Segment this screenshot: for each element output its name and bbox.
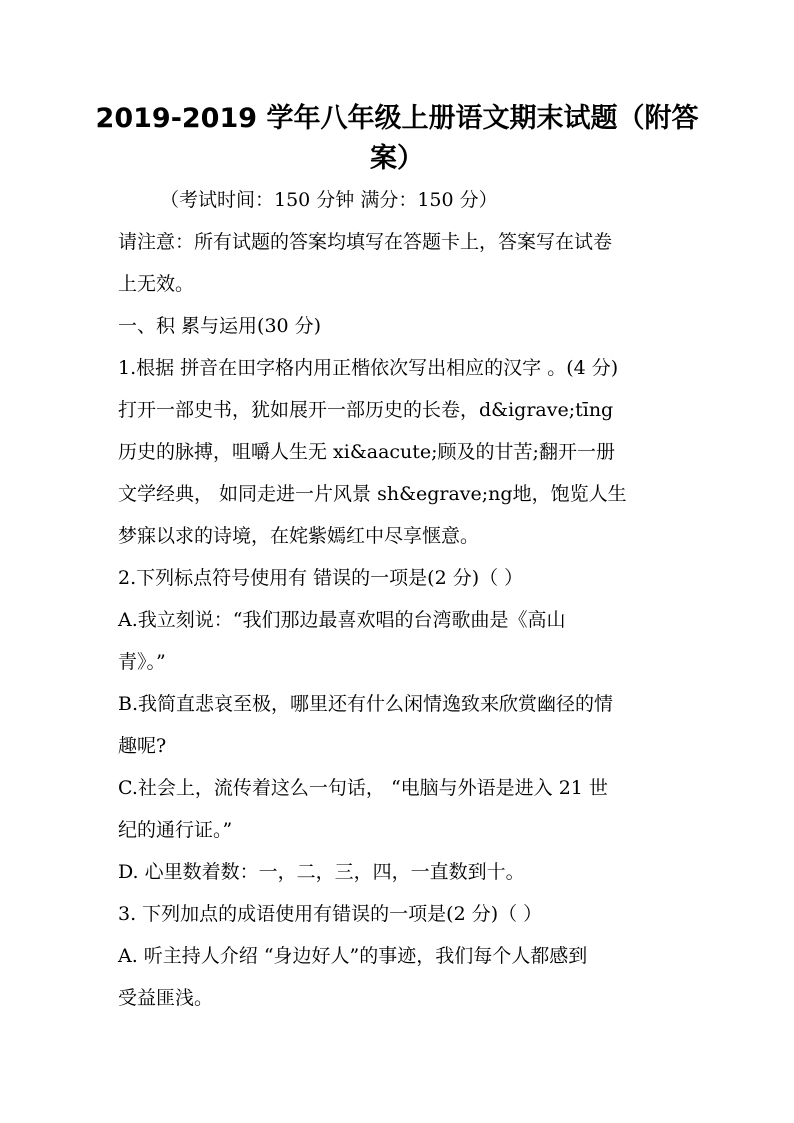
question-3-option-a: 受益匪浅。 xyxy=(118,987,214,1009)
question-3: 3. 下列加点的成语使用有错误的一项是(2 分)（ ） xyxy=(118,903,543,925)
question-2-option-c: 纪的通行证。” xyxy=(118,819,233,841)
question-2-option-d: D. 心里数着数：一，二，三，四，一直数到十。 xyxy=(118,861,525,883)
question-3-option-a: A. 听主持人介绍 “身边好人”的事迹，我们每个人都感到 xyxy=(118,945,588,967)
notice-line: 上无效。 xyxy=(118,273,195,295)
question-1-text: 文学经典， 如同走进一片风景 sh&egrave;ng地，饱览人生 xyxy=(118,483,627,505)
question-1: 1.根据 拼音在田字格内用正楷依次写出相应的汉字 。(4 分) xyxy=(118,357,619,379)
question-1-text: 打开一部史书，犹如展开一部历史的长卷，d&igrave;tīng xyxy=(118,399,614,421)
question-1-text: 梦寐以求的诗境，在姹紫嫣红中尽享惬意。 xyxy=(118,525,480,547)
document-title-continued: 案） xyxy=(370,143,424,174)
document-title: 2019-2019 学年八年级上册语文期末试题（附答 xyxy=(95,103,699,134)
question-2-option-a: 青》。” xyxy=(118,651,166,673)
question-2-option-b: 趣呢? xyxy=(118,735,167,757)
question-2: 2.下列标点符号使用有 错误的一项是(2 分)（ ） xyxy=(118,567,524,589)
question-1-text: 历史的脉搏，咀嚼人生无 xi&aacute;顾及的甘苦;翻开一册 xyxy=(118,441,615,463)
question-2-option-b: B.我简直悲哀至极，哪里还有什么闲情逸致来欣赏幽径的情 xyxy=(118,693,614,715)
section-heading: 一、积 累与运用(30 分) xyxy=(118,315,322,337)
exam-info: （考试时间：150 分钟 满分：150 分） xyxy=(160,189,498,211)
notice-line: 请注意：所有试题的答案均填写在答题卡上，答案写在试卷 xyxy=(118,231,613,253)
question-2-option-a: A.我立刻说：“我们那边最喜欢唱的台湾歌曲是《高山 xyxy=(118,609,566,631)
question-2-option-c: C.社会上，流传着这么一句话， “电脑与外语是进入 21 世 xyxy=(118,777,608,799)
